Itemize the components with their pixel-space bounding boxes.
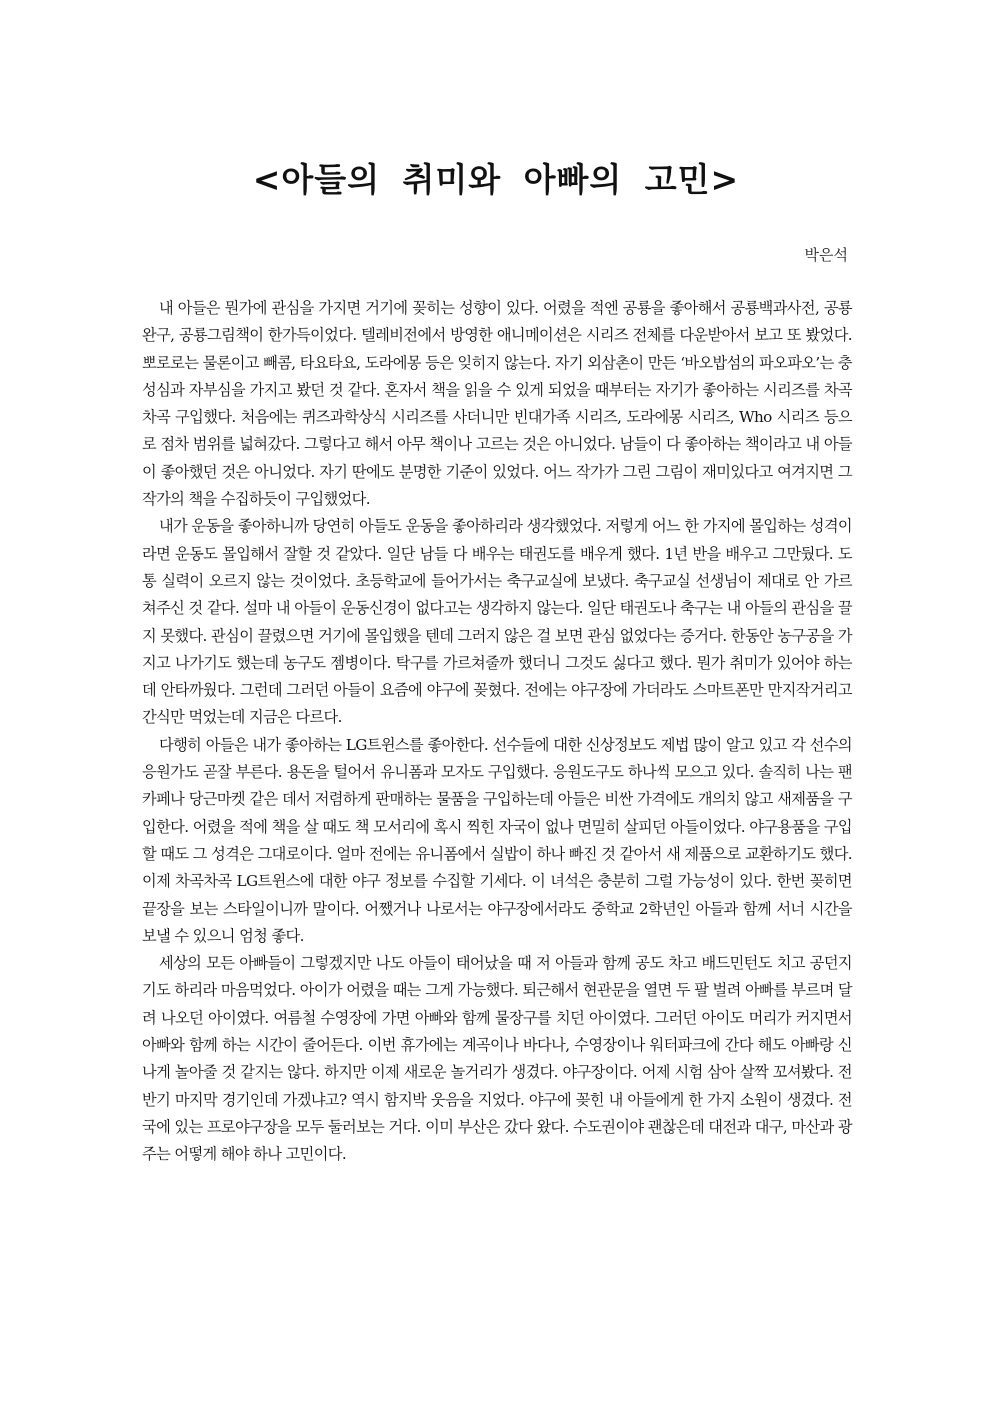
body-paragraph: 다행히 아들은 내가 좋아하는 LG트윈스를 좋아한다. 선수들에 대한 신상정보도 제법 많이 알고 있고 각 선수의 응원가도 곧잘 부른다. 용돈을 털어서 유니폼과 모자도 구입했다. 응원도구도 하나씩 모으고 있다. 솔직히 나는 팬카페나 당근마켓 같은 데서 저렴하게 판매하는 물품을 구입하는데 아들은 비싼 가격에도 개의치 않고 새제품을 구입한다. 어렸을 적에 책을 살 때도 책 모서리에 혹시 찍힌 자국이 없나 면밀히 살피던 아들이었다. 야구용품을 구입할 때도 그 성격은 그대로이다. 얼마 전에는 유니폼에서 실밥이 하나 빠진 것 같아서 새 제품으로 교환하기도 했다. 이제 차곡차곡 LG트윈스에 대한 야구 정보를 수집할 기세다. 이 녀석은 충분히 그럴 가능성이 있다. 한번 꽂히면 끝장을 보는 스타일이니까 말이다. 어쨌거나 나로서는 야구장에서라도 중학교 2학년인 아들과 함께 서너 시간을 보낼 수 있으니 엄청 좋다. [142, 735, 852, 945]
body-paragraph: 내 아들은 뭔가에 관심을 가지면 거기에 꽂히는 성향이 있다. 어렸을 적엔 공룡을 좋아해서 공룡백과사전, 공룡완구, 공룡그림책이 한가득이었다. 텔레비전에서 방영한 애니메이션은 시리즈 전체를 다운받아서 보고 또 봤었다. 뽀로로는 물론이고 빼콤, 타요타요, 도라에몽 등은 잊히지 않는다. 자기 외삼촌이 만든 ‘바오밥섬의 파오파오’는 충성심과 자부심을 가지고 봤던 것 같다. 혼자서 책을 읽을 수 있게 되었을 때부터는 자기가 좋아하는 시리즈를 차곡차곡 구입했다. 처음에는 퀴즈과학상식 시리즈를 사더니만 빈대가족 시리즈, 도라에몽 시리즈, Who 시리즈 등으로 점차 범위를 넓혀갔다. 그렇다고 해서 아무 책이나 고르는 것은 아니었다. 남들이 다 좋아하는 책이라고 내 아들이 좋아했던 것은 아니었다. 자기 딴에도 분명한 기준이 있었다. 어느 작가가 그린 그림이 재미있다고 여겨지면 그 작가의 책을 수집하듯이 구입했었다. [142, 299, 852, 509]
document-body [142, 295, 852, 1169]
document-title: <아들의 취미와 아빠의 고민> [252, 160, 740, 199]
body-paragraph: 내가 운동을 좋아하니까 당연히 아들도 운동을 좋아하리라 생각했었다. 저렇게 어느 한 가지에 몰입하는 성격이라면 운동도 몰입해서 잘할 것 같았다. 일단 남들 다 배우는 태권도를 배우게 했다. 1년 반을 배우고 그만뒀다. 도통 실력이 오르지 않는 것이었다. 초등학교에 들어가서는 축구교실에 보냈다. 축구교실 선생님이 제대로 안 가르쳐주신 것 같다. 설마 내 아들이 운동신경이 없다고는 생각하지 않는다. 일단 태권도나 축구는 내 아들의 관심을 끌지 못했다. 관심이 끌렸으면 거기에 몰입했을 텐데 그러지 않은 걸 보면 관심 없었다는 증거다. 한동안 농구공을 가지고 나가기도 했는데 농구도 젬병이다. 탁구를 가르쳐줄까 했더니 그것도 싫다고 했다. 뭔가 취미가 있어야 하는데 안타까웠다. 그런데 그러던 아들이 요즘에 야구에 꽂혔다. 전에는 야구장에 가더라도 스마트폰만 만지작거리고 간식만 먹었는데 지금은 다르다. [142, 517, 852, 727]
author-name: 박은석 [804, 246, 848, 264]
body-paragraph: 세상의 모든 아빠들이 그렇겠지만 나도 아들이 태어났을 때 저 아들과 함께 공도 차고 배드민턴도 치고 공던지기도 하리라 마음먹었다. 아이가 어렸을 때는 그게 가능했다. 퇴근해서 현관문을 열면 두 팔 벌려 아빠를 부르며 달려 나오던 아이였다. 여름철 수영장에 가면 아빠와 함께 물장구를 치던 아이였다. 그러던 아이도 머리가 커지면서 아빠와 함께 하는 시간이 줄어든다. 이번 휴가에는 계곡이나 바다나, 수영장이나 워터파크에 간다 해도 아빠랑 신나게 놀아줄 것 같지는 않다. 하지만 이제 새로운 놀거리가 생겼다. 야구장이다. 어제 시험 삼아 살짝 꼬셔봤다. 전반기 마지막 경기인데 가겠냐고? 역시 함지박 웃음을 지었다. 야구에 꽂힌 내 아들에게 한 가지 소원이 생겼다. 전국에 있는 프로야구장을 모두 둘러보는 거다. 이미 부산은 갔다 왔다. 수도권이야 괜찮은데 대전과 대구, 마산과 광주는 어떻게 해야 하나 고민이다. [142, 954, 852, 1164]
